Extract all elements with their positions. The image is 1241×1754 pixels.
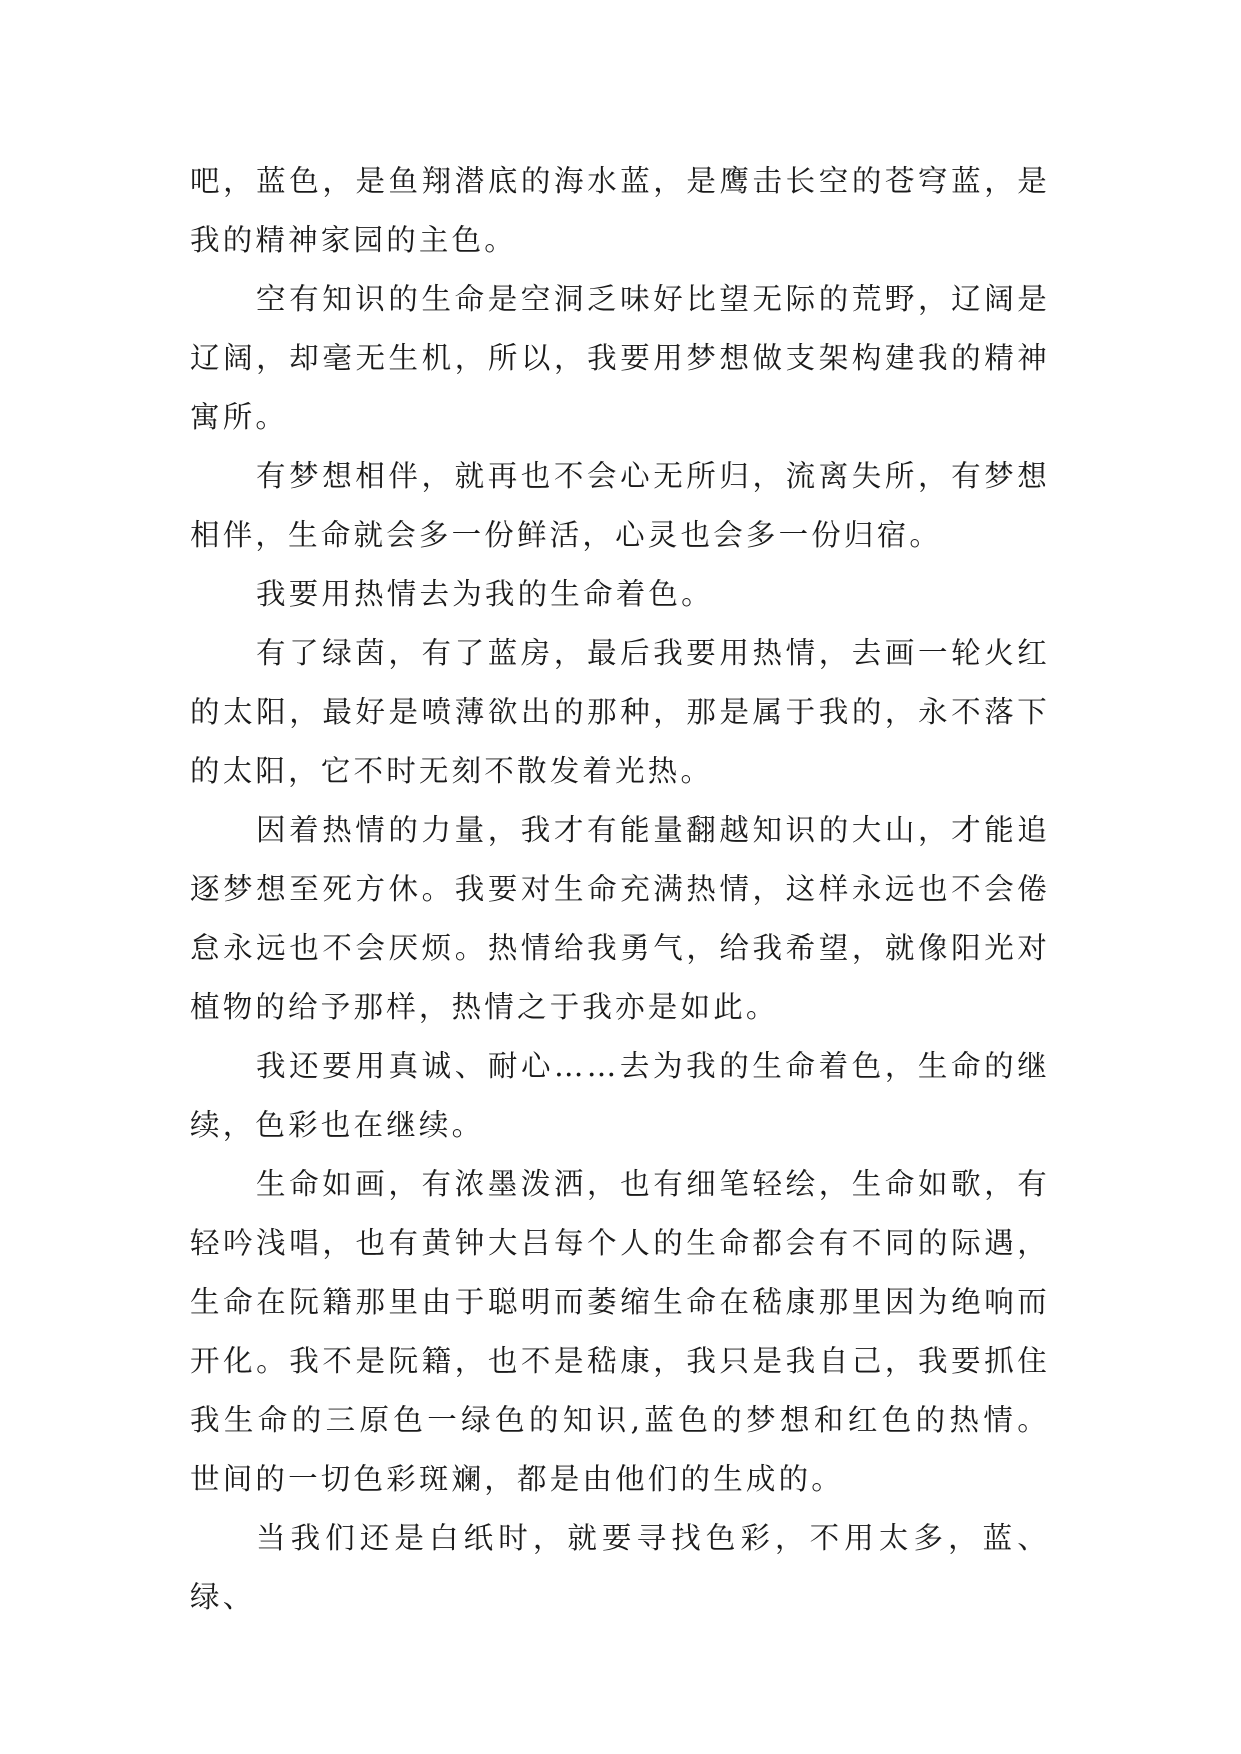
paragraph-1: 吧，蓝色，是鱼翔潜底的海水蓝，是鹰击长空的苍穹蓝，是我的精神家园的主色。 — [190, 164, 1050, 257]
paragraph-6: 因着热情的力量，我才有能量翻越知识的大山，才能追逐梦想至死方休。我要对生命充满热情，这样永远也不会倦怠永远也不会厌烦。热情给我勇气，给我希望，就像阳光对植物的给予那样，热情之于我亦是如此。 — [190, 813, 1050, 1024]
paragraph-3: 有梦想相伴，就再也不会心无所归，流离失所，有梦想相伴，生命就会多一份鲜活，心灵也会多一份归宿。 — [190, 459, 1050, 552]
document-body — [190, 152, 1050, 1627]
paragraph-5: 有了绿茵，有了蓝房，最后我要用热情，去画一轮火红的太阳，最好是喷薄欲出的那种，那是属于我的，永不落下的太阳，它不时无刻不散发着光热。 — [190, 636, 1050, 788]
paragraph-2: 空有知识的生命是空洞乏味好比望无际的荒野，辽阔是辽阔，却毫无生机，所以，我要用梦想做支架构建我的精神寓所。 — [190, 282, 1050, 434]
paragraph-7: 我还要用真诚、耐心……去为我的生命着色，生命的继续，色彩也在继续。 — [190, 1049, 1050, 1142]
paragraph-9: 当我们还是白纸时，就要寻找色彩，不用太多，蓝、绿、 — [190, 1521, 1050, 1614]
paragraph-8: 生命如画，有浓墨泼洒，也有细笔轻绘，生命如歌，有轻吟浅唱，也有黄钟大吕每个人的生命都会有不同的际遇，生命在阮籍那里由于聪明而萎缩生命在嵇康那里因为绝响而开化。我不是阮籍，也不是嵇康，我只是我自己，我要抓住我生命的三原色一绿色的知识,蓝色的梦想和红色的热情。世间的一切色彩斑斓，都是由他们的生成的。 — [190, 1167, 1050, 1496]
paragraph-4: 我要用热情去为我的生命着色。 — [256, 577, 714, 611]
